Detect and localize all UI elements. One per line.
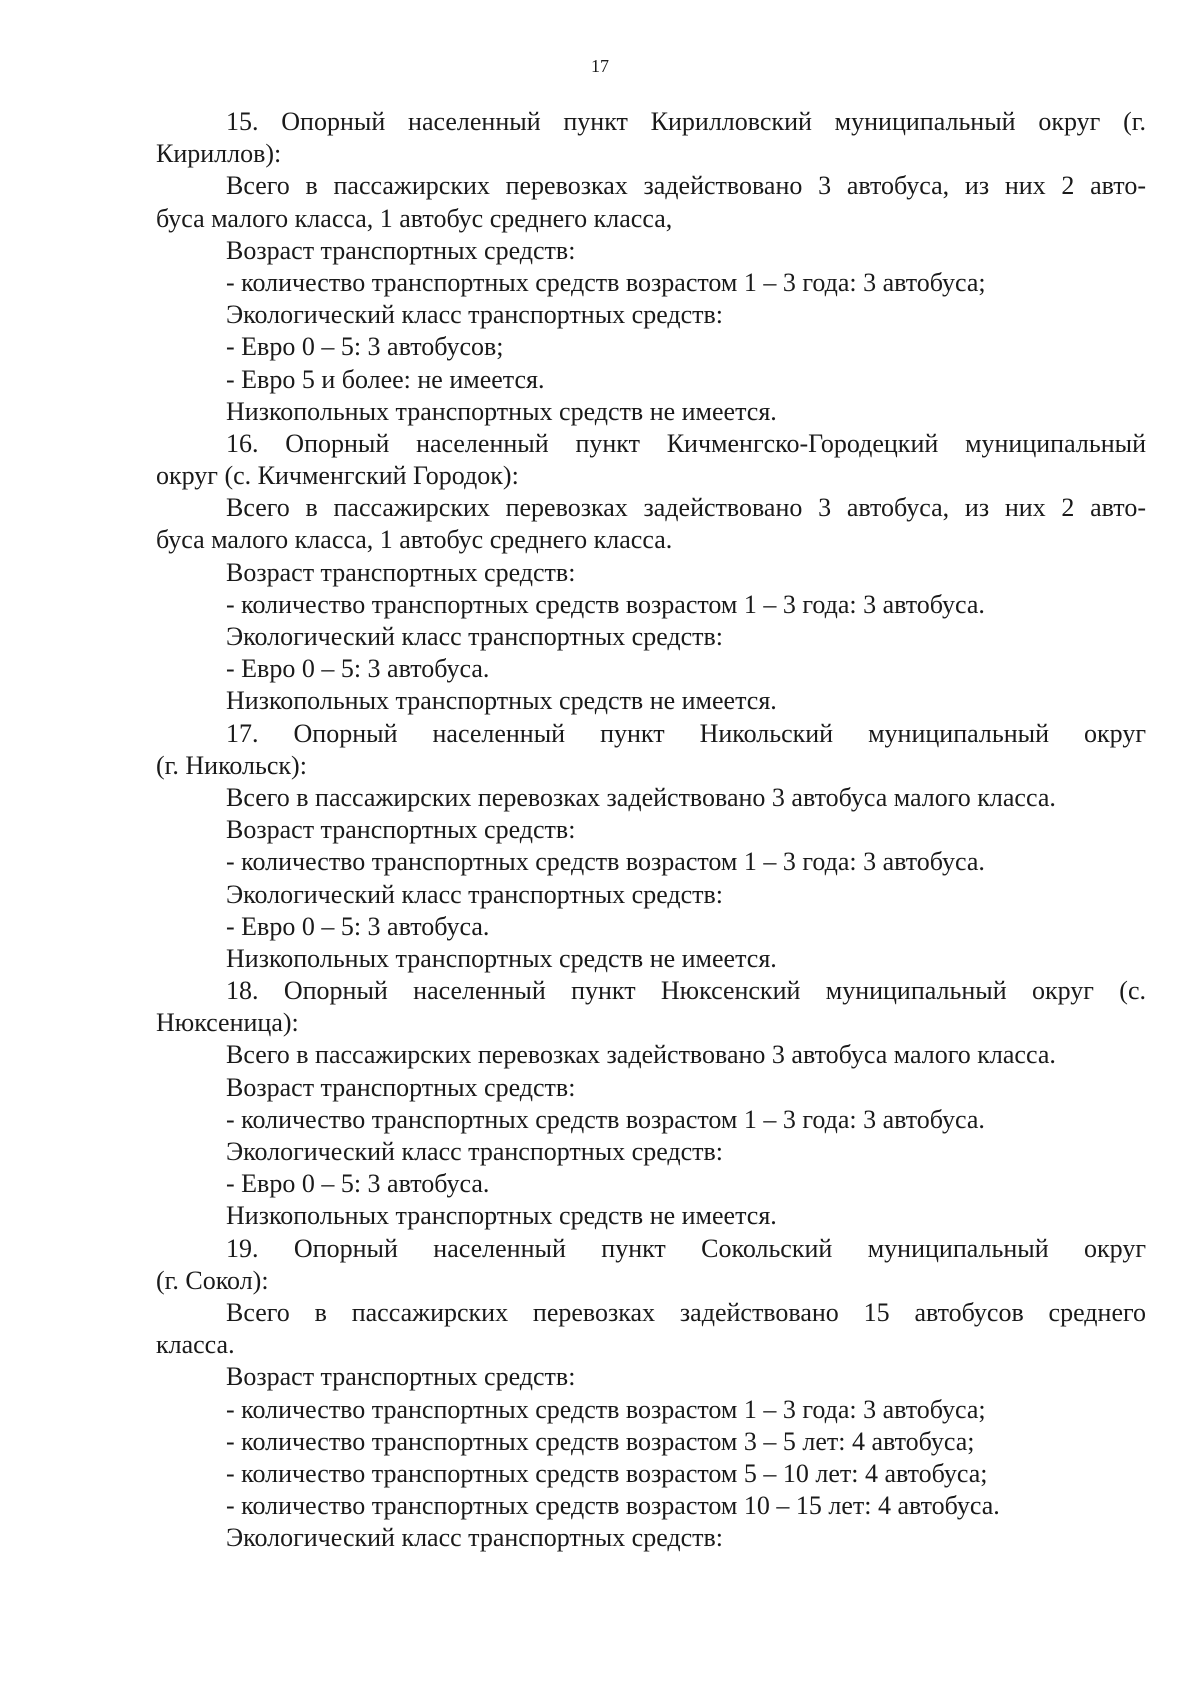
text-line: буса малого класса, 1 автобус среднего класса. bbox=[156, 525, 673, 555]
text-line: - количество транспортных средств возрастом 10 – 15 лет: 4 автобуса. bbox=[226, 1491, 1000, 1521]
text-line: Возраст транспортных средств: bbox=[226, 557, 576, 587]
text-line: Низкопольных транспортных средств не имеется. bbox=[226, 943, 777, 973]
text-line: Нюксеница): bbox=[156, 1008, 299, 1038]
text-line: Возраст транспортных средств: bbox=[226, 1072, 576, 1102]
text-line: Всего в пассажирских перевозках задействовано 3 автобуса, из них 2 авто- bbox=[226, 493, 1146, 523]
text-line: - Евро 0 – 5: 3 автобуса. bbox=[226, 654, 490, 684]
text-line: класса. bbox=[156, 1330, 235, 1360]
text-line: Экологический класс транспортных средств: bbox=[226, 1137, 724, 1166]
text-line: Низкопольных транспортных средств не имеется. bbox=[226, 1201, 777, 1231]
text-line: 19. Опорный населенный пункт Сокольский муниципальный округ bbox=[226, 1233, 1146, 1263]
page-number: 17 bbox=[591, 56, 609, 76]
text-line: 16. Опорный населенный пункт Кичменгско-Городецкий муниципальный bbox=[226, 428, 1146, 458]
text-line: Всего в пассажирских перевозках задействовано 3 автобуса малого класса. bbox=[226, 1040, 1056, 1070]
text-line: Всего в пассажирских перевозках задействовано 3 автобуса, из них 2 авто- bbox=[226, 171, 1146, 201]
text-line: Низкопольных транспортных средств не имеется. bbox=[226, 686, 777, 716]
text-line: - количество транспортных средств возрастом 3 – 5 лет: 4 автобуса; bbox=[226, 1426, 975, 1456]
text-line: округ (с. Кичменгский Городок): bbox=[156, 461, 519, 491]
text-line: Возраст транспортных средств: bbox=[226, 1362, 576, 1392]
text-line: - Евро 0 – 5: 3 автобуса. bbox=[226, 1169, 490, 1199]
text-line: - количество транспортных средств возрастом 5 – 10 лет: 4 автобуса; bbox=[226, 1458, 988, 1488]
text-line: Возраст транспортных средств: bbox=[226, 235, 576, 265]
text-line: Возраст транспортных средств: bbox=[226, 815, 576, 845]
text-line: Экологический класс транспортных средств: bbox=[226, 1523, 724, 1553]
document-body bbox=[156, 106, 1146, 1554]
text-line: - Евро 0 – 5: 3 автобуса. bbox=[226, 911, 490, 941]
text-line: - количество транспортных средств возрастом 1 – 3 года: 3 автобуса. bbox=[226, 1104, 985, 1134]
text-line: Всего в пассажирских перевозках задействовано 3 автобуса малого класса. bbox=[226, 782, 1056, 812]
text-line: - количество транспортных средств возрастом 1 – 3 года: 3 автобуса; bbox=[226, 267, 986, 297]
text-line: Низкопольных транспортных средств не имеется. bbox=[226, 396, 777, 426]
text-line: Экологический класс транспортных средств: bbox=[226, 300, 724, 330]
text-line: 18. Опорный населенный пункт Нюксенский муниципальный округ (с. bbox=[226, 976, 1146, 1006]
text-line: Кириллов): bbox=[156, 139, 282, 169]
text-line: 17. Опорный населенный пункт Никольский муниципальный округ bbox=[226, 718, 1146, 748]
text-line: Экологический класс транспортных средств: bbox=[226, 879, 724, 909]
text-line: - Евро 5 и более: не имеется. bbox=[226, 364, 545, 394]
text-line: - количество транспортных средств возрастом 1 – 3 года: 3 автобуса. bbox=[226, 589, 985, 619]
text-line: - количество транспортных средств возрастом 1 – 3 года: 3 автобуса; bbox=[226, 1394, 986, 1424]
text-line: (г. Никольск): bbox=[156, 750, 307, 780]
text-line: Экологический класс транспортных средств: bbox=[226, 622, 724, 651]
text-line: (г. Сокол): bbox=[156, 1265, 269, 1295]
text-line: буса малого класса, 1 автобус среднего класса, bbox=[156, 203, 673, 233]
text-line: - количество транспортных средств возрастом 1 – 3 года: 3 автобуса. bbox=[226, 847, 985, 877]
text-line: Всего в пассажирских перевозках задействовано 15 автобусов среднего bbox=[226, 1297, 1146, 1327]
text-line: 15. Опорный населенный пункт Кирилловский муниципальный округ (г. bbox=[226, 107, 1146, 136]
text-line: - Евро 0 – 5: 3 автобусов; bbox=[226, 332, 504, 362]
